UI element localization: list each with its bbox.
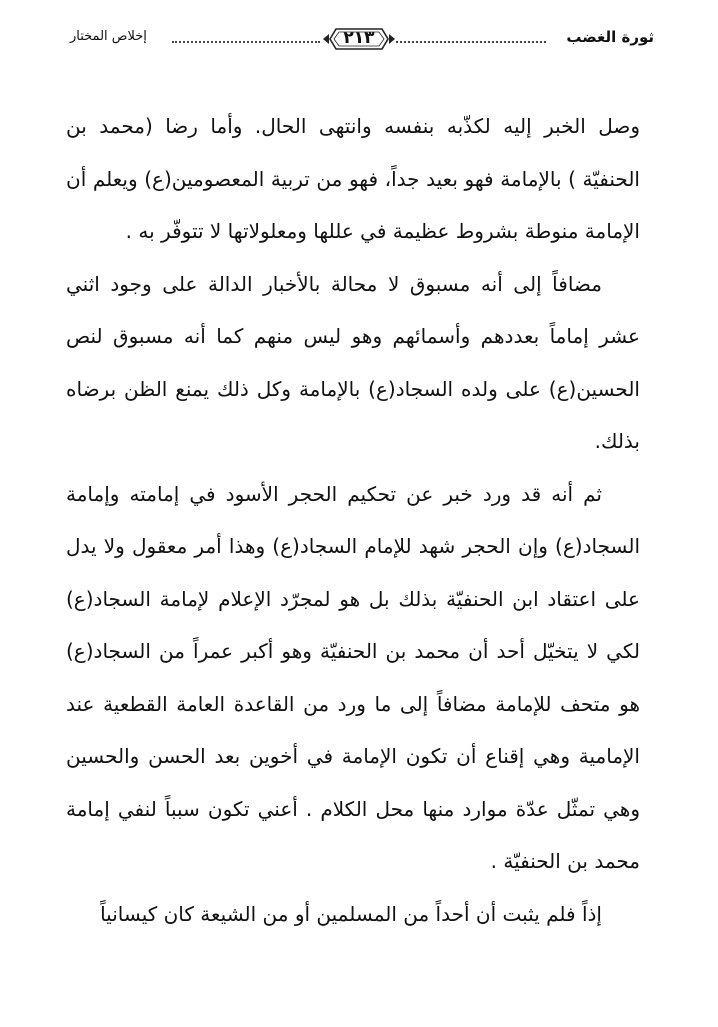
paragraph: ثم أنه قد ورد خبر عن تحكيم الحجر الأسود في إمامته وإمامة السجاد(ع) وإن الحجر شهد للإمام السجاد(ع) وهذا أمر معقول ولا يدل على اعتقاد ابن الحنفيّة بذلك بل هو لمجرّد الإعلام لإمامة السجاد(ع) لكي لا يتخيّل أحد أن محمد بن الحنفيّة وهو أكبر عمراً من السجاد(ع) هو متحف للإمامة مضافاً إلى ما ورد من القاعدة العامة القطعية عند الإمامية وهي إقناع أن تكون الإمامة في أخوين بعد الحسن والحسين وهي تمثّل عدّة موارد منها محل الكلام . أعني تكون سبباً لنفي إمامة محمد بن الحنفيّة .: [66, 481, 640, 873]
paragraph: إذاً فلم يثبت أن أحداً من المسلمين أو من الشيعة كان كيسانياً: [100, 901, 602, 926]
page-number-ornament: [322, 22, 396, 56]
page-body: [66, 100, 640, 940]
paragraph: مضافاً إلى أنه مسبوق لا محالة بالأخبار الدالة على وجود اثني عشر إماماً بعددهم وأسمائهم وهو ليس منهم كما أنه مسبوق لنص الحسين(ع) على ولده السجاد(ع) بالإمامة وكل ذلك يمنع الظن برضاه بذلك.: [66, 271, 640, 453]
header-dotted-leader-left: [172, 41, 320, 43]
header-dotted-leader-right: [396, 41, 546, 43]
paragraph: وصل الخبر إليه لكذّبه بنفسه وانتهى الحال. وأما رضا (محمد بن الحنفيّة ) بالإمامة فهو بعيد جداً، فهو من تربية المعصومين(ع) ويعلم أن الإمامة منوطة بشروط عظيمة في عللها ومعلولاتها لا تتوفّر به .: [66, 114, 640, 243]
page-header: [70, 22, 654, 56]
page-number: ٢١٣: [343, 28, 375, 48]
book-title: ثورة الغضب: [566, 28, 654, 46]
author-name: إخلاص المختار: [70, 29, 147, 44]
